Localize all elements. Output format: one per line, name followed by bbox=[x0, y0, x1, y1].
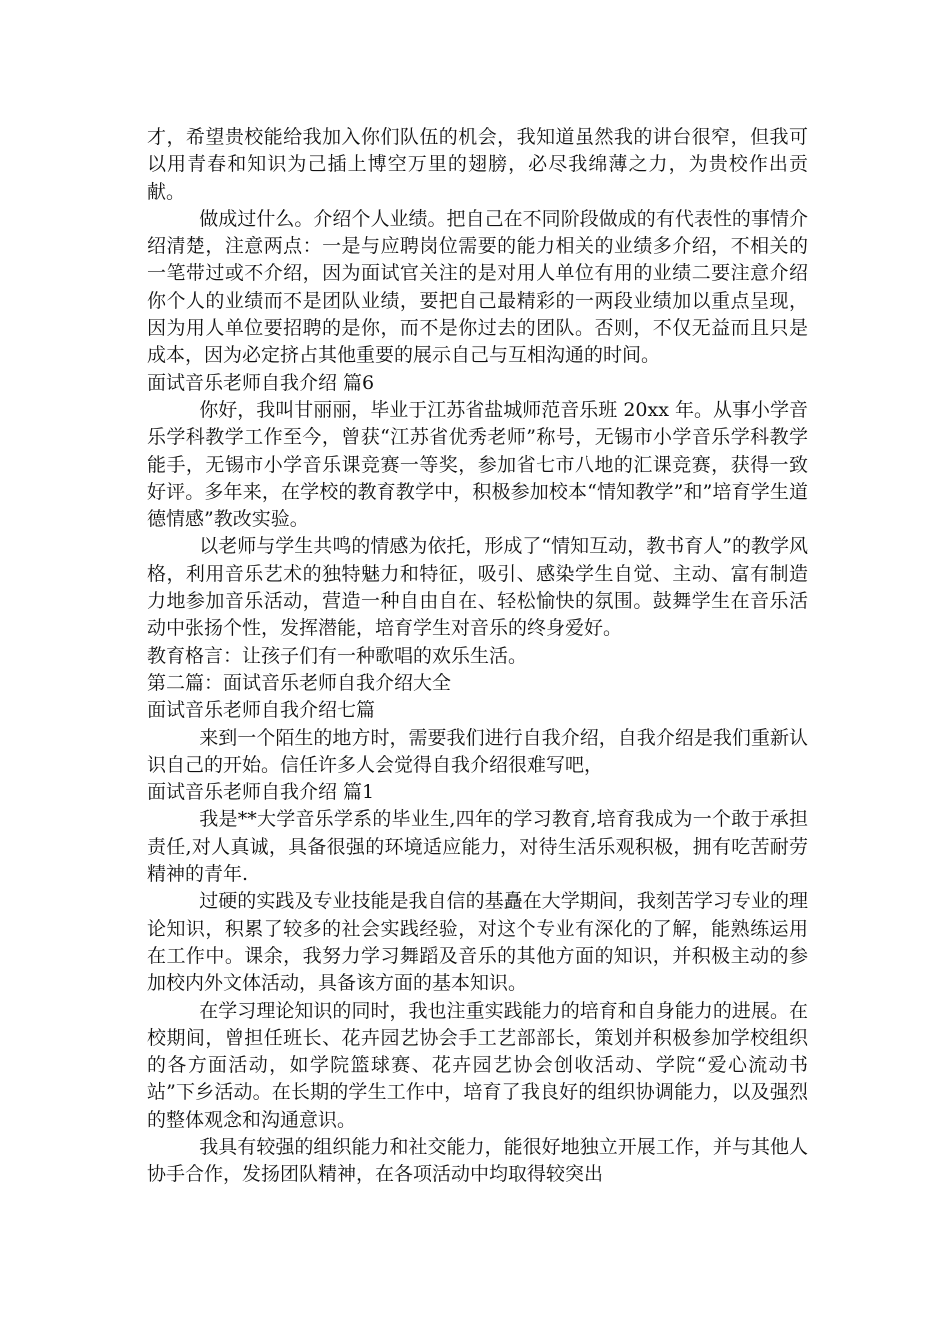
paragraph-graduate: 我是**大学音乐学系的毕业生,四年的学习教育,培育我成为一个敢于承担责任,对人真诚，具备很强的环境适应能力，对待生活乐观积极，拥有吃苦耐劳精神的青年. bbox=[147, 808, 808, 886]
section-heading-part-1: 面试音乐老师自我介绍 篇1 bbox=[147, 781, 375, 804]
paragraph-practice: 在学习理论知识的同时，我也注重实践能力的培育和自身能力的进展。在校期间，曾担任班长、花卉园艺协会手工艺部部长，策划并积极参加学校组织的各方面活动，如学院篮球赛、花卉园艺协会创收活动、学院“爱心流动书站”下乡活动。在长期的学生工作中，培育了我良好的组织协调能力，以及强烈的整体观念和沟通意识。 bbox=[147, 999, 808, 1131]
document-page bbox=[147, 124, 808, 1189]
paragraph-teaching-style: 以老师与学生共鸣的情感为依托，形成了“情知互动，教书育人”的教学风格，利用音乐艺术的独特魅力和特征，吸引、感染学生自觉、主动、富有制造力地参加音乐活动，营造一种自由自在、轻松愉快的氛围。鼓舞学生在音乐活动中张扬个性，发挥潜能，培育学生对音乐的终身爱好。 bbox=[147, 535, 808, 640]
paragraph-skills: 过硬的实践及专业技能是我自信的基矗在大学期间，我刻苦学习专业的理论知识，积累了较多的社会实践经验，对这个专业有深化的了解，能熟练运用在工作中。课余，我努力学习舞蹈及音乐的其他方面的知识，并积极主动的参加校内外文体活动，具备该方面的基本知识。 bbox=[147, 890, 808, 995]
section-heading-part-6: 面试音乐老师自我介绍 篇6 bbox=[147, 371, 375, 394]
section-heading-seven-articles: 面试音乐老师自我介绍七篇 bbox=[147, 699, 376, 722]
paragraph-achievements: 做成过什么。介绍个人业绩。把自己在不同阶段做成的有代表性的事情介绍清楚，注意两点：一是与应聘岗位需要的能力相关的业绩多介绍，不相关的一笔带过或不介绍，因为面试官关注的是对用人单位有用的业绩二要注意介绍你个人的业绩而不是团队业绩，要把自己最精彩的一两段业绩加以重点呈现，因为用人单位要招聘的是你，而不是你过去的团队。否则，不仅无益而且只是成本，因为必定挤占其他重要的展示自己与互相沟通的时间。 bbox=[147, 207, 808, 367]
paragraph-introduction: 来到一个陌生的地方时，需要我们进行自我介绍，自我介绍是我们重新认识自己的开始。信任许多人会觉得自我介绍很难写吧， bbox=[147, 726, 808, 776]
paragraph-self-intro: 你好，我叫甘丽丽，毕业于江苏省盐城师范音乐班 20xx 年。从事小学音乐学科教学工作至今，曾获“江苏省优秀老师”称号，无锡市小学音乐学科教学能手，无锡市小学音乐课竞赛一等奖，参加省七市八地的汇课竞赛，获得一致好评。多年来，在学校的教育教学中，积极参加校本“情知教学”和”培育学生道德情感”教改实验。 bbox=[147, 398, 808, 531]
paragraph-abilities: 我具有较强的组织能力和社交能力，能很好地独立开展工作，并与其他人协手合作，发扬团队精神，在各项活动中均取得较突出 bbox=[147, 1135, 808, 1186]
paragraph-continuation: 才，希望贵校能给我加入你们队伍的机会，我知道虽然我的讲台很窄，但我可以用青春和知识为己插上博空万里的翅膀，必尽我绵薄之力，为贵校作出贡献。 bbox=[147, 126, 808, 203]
paragraph-motto: 教育格言：让孩子们有一种歌唱的欢乐生活。 bbox=[147, 644, 528, 667]
section-heading-second-article: 第二篇：面试音乐老师自我介绍大全 bbox=[147, 671, 452, 694]
